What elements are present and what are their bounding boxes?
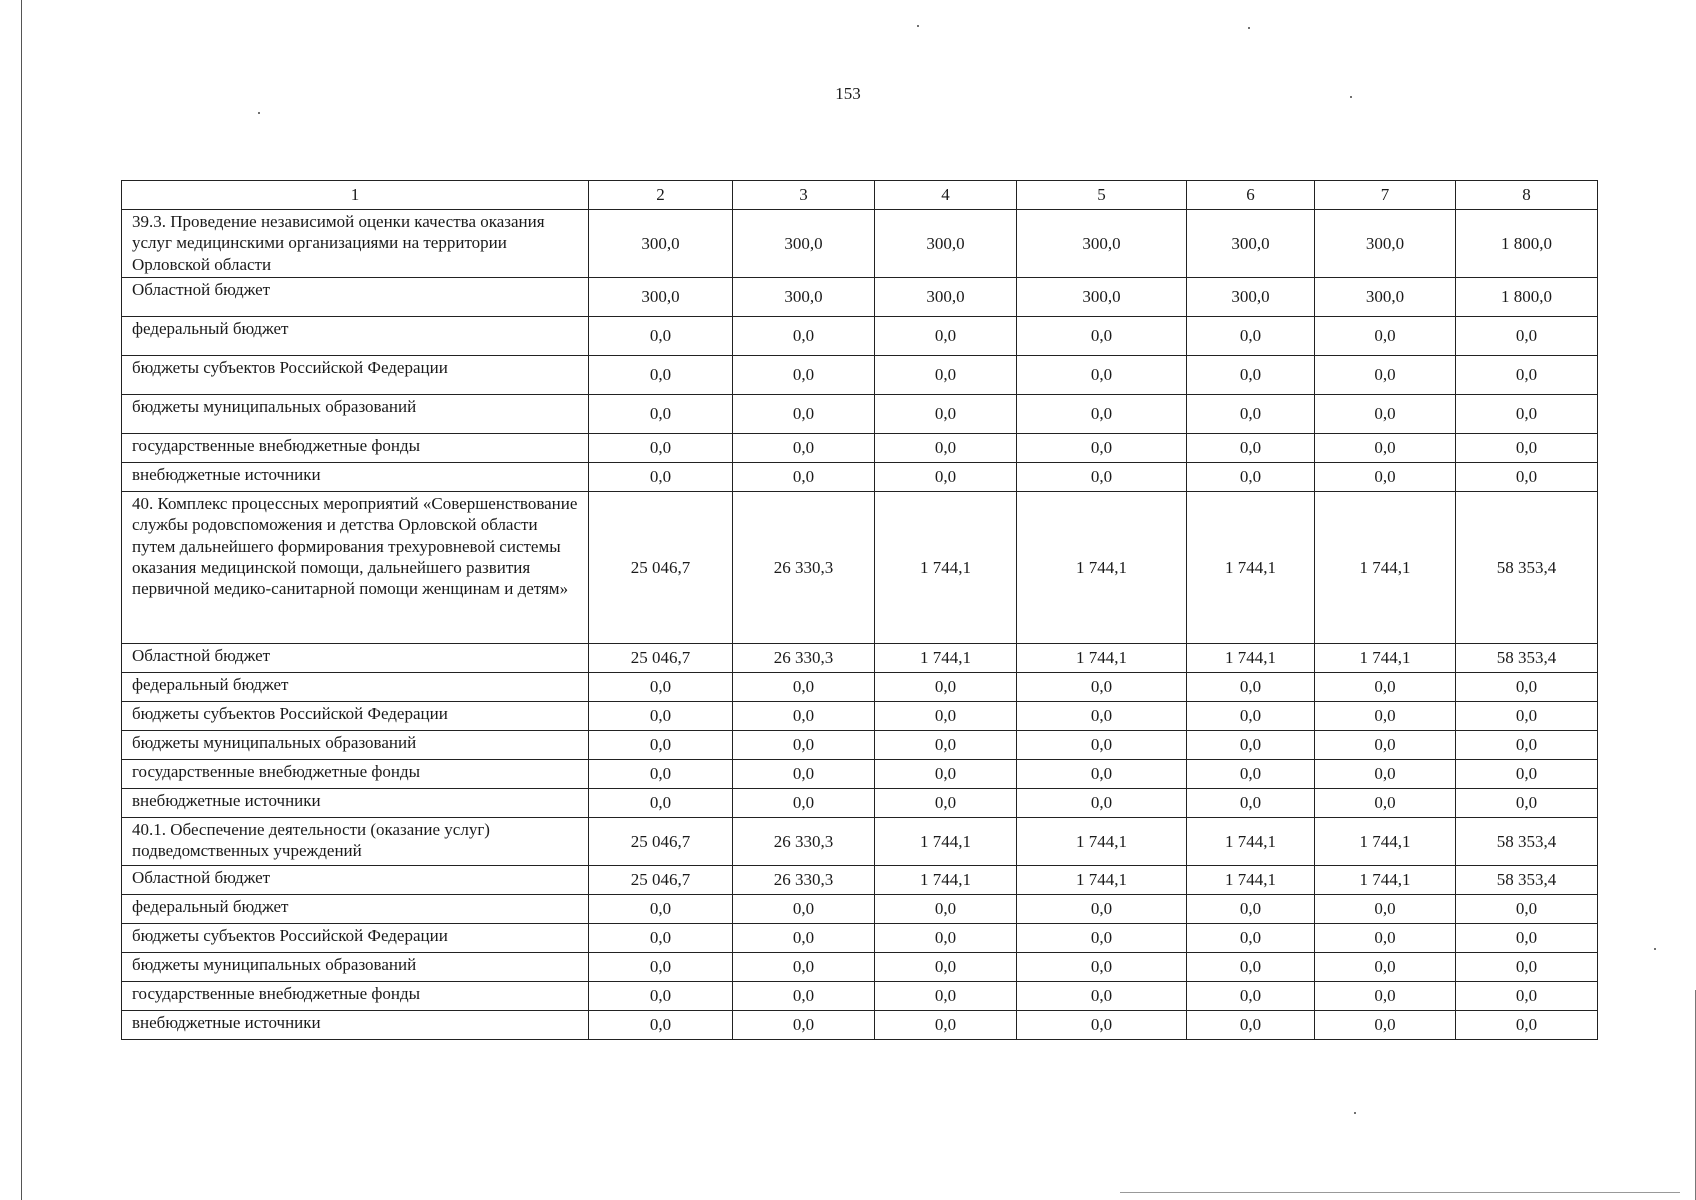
value-cell: 58 353,4	[1456, 818, 1598, 866]
header-cell: 1	[122, 181, 589, 210]
value-cell: 0,0	[733, 673, 875, 702]
scan-bottom-edge	[1120, 1192, 1680, 1193]
row-label: Областной бюджет	[122, 278, 589, 317]
value-cell: 300,0	[589, 278, 733, 317]
table-row	[122, 760, 1598, 789]
value-cell: 0,0	[1017, 731, 1187, 760]
header-cell: 8	[1456, 181, 1598, 210]
value-cell: 300,0	[1187, 278, 1315, 317]
value-cell: 0,0	[589, 953, 733, 982]
value-cell: 0,0	[1187, 924, 1315, 953]
table-row	[122, 356, 1598, 395]
value-cell: 0,0	[733, 395, 875, 434]
value-cell: 0,0	[1315, 760, 1456, 789]
value-cell: 0,0	[1315, 731, 1456, 760]
header-cell: 4	[875, 181, 1017, 210]
value-cell: 0,0	[1456, 953, 1598, 982]
row-label: федеральный бюджет	[122, 895, 589, 924]
value-cell: 0,0	[1315, 356, 1456, 395]
value-cell: 1 744,1	[1187, 644, 1315, 673]
value-cell: 0,0	[1017, 434, 1187, 463]
table-row	[122, 492, 1598, 644]
value-cell: 0,0	[1315, 953, 1456, 982]
table-row	[122, 644, 1598, 673]
header-cell: 3	[733, 181, 875, 210]
value-cell: 300,0	[875, 210, 1017, 278]
value-cell: 300,0	[1017, 210, 1187, 278]
value-cell: 0,0	[1017, 982, 1187, 1011]
row-label: 40. Комплекс процессных мероприятий «Совершенствование службы родовспоможения и детства Орловской области путем дальнейшего формирования трехуровневой системы оказания медицинской помощи, дальнейшего развития первичной медико-санитарной помощи женщинам и детям»	[122, 492, 589, 644]
table-row	[122, 866, 1598, 895]
value-cell: 1 744,1	[875, 492, 1017, 644]
value-cell: 1 744,1	[875, 818, 1017, 866]
value-cell: 0,0	[1456, 924, 1598, 953]
table-row	[122, 673, 1598, 702]
value-cell: 0,0	[1017, 702, 1187, 731]
value-cell: 300,0	[1315, 278, 1456, 317]
value-cell: 300,0	[589, 210, 733, 278]
value-cell: 0,0	[1315, 395, 1456, 434]
table-row	[122, 702, 1598, 731]
page-number: 153	[835, 84, 861, 103]
value-cell: 25 046,7	[589, 492, 733, 644]
table-row	[122, 895, 1598, 924]
value-cell: 300,0	[875, 278, 1017, 317]
value-cell: 0,0	[1017, 317, 1187, 356]
value-cell: 0,0	[1456, 356, 1598, 395]
value-cell: 0,0	[1017, 673, 1187, 702]
value-cell: 0,0	[1017, 1011, 1187, 1040]
value-cell: 0,0	[589, 702, 733, 731]
row-label: бюджеты муниципальных образований	[122, 395, 589, 434]
value-cell: 0,0	[1456, 463, 1598, 492]
value-cell: 0,0	[1315, 1011, 1456, 1040]
table-row	[122, 1011, 1598, 1040]
value-cell: 0,0	[733, 953, 875, 982]
value-cell: 0,0	[1187, 789, 1315, 818]
value-cell: 0,0	[1315, 789, 1456, 818]
row-label: Областной бюджет	[122, 866, 589, 895]
scan-speck	[1354, 1112, 1356, 1114]
value-cell: 0,0	[1187, 731, 1315, 760]
value-cell: 0,0	[1456, 673, 1598, 702]
value-cell: 0,0	[875, 702, 1017, 731]
value-cell: 0,0	[875, 356, 1017, 395]
value-cell: 1 744,1	[1187, 492, 1315, 644]
value-cell: 0,0	[589, 463, 733, 492]
value-cell: 0,0	[589, 317, 733, 356]
row-label: бюджеты субъектов Российской Федерации	[122, 924, 589, 953]
value-cell: 0,0	[875, 731, 1017, 760]
table-row	[122, 818, 1598, 866]
value-cell: 0,0	[1187, 434, 1315, 463]
table-row	[122, 953, 1598, 982]
value-cell: 1 800,0	[1456, 278, 1598, 317]
table-row	[122, 434, 1598, 463]
value-cell: 1 744,1	[875, 866, 1017, 895]
row-label: бюджеты субъектов Российской Федерации	[122, 702, 589, 731]
value-cell: 1 744,1	[1315, 866, 1456, 895]
table-row	[122, 210, 1598, 278]
header-cell: 5	[1017, 181, 1187, 210]
value-cell: 0,0	[1017, 953, 1187, 982]
value-cell: 0,0	[1017, 463, 1187, 492]
value-cell: 0,0	[733, 924, 875, 953]
row-label: федеральный бюджет	[122, 317, 589, 356]
value-cell: 1 744,1	[1017, 644, 1187, 673]
value-cell: 0,0	[1017, 895, 1187, 924]
value-cell: 0,0	[1017, 395, 1187, 434]
value-cell: 0,0	[589, 356, 733, 395]
value-cell: 0,0	[1017, 760, 1187, 789]
value-cell: 0,0	[733, 1011, 875, 1040]
value-cell: 0,0	[1315, 317, 1456, 356]
value-cell: 0,0	[1315, 463, 1456, 492]
value-cell: 1 744,1	[1315, 818, 1456, 866]
value-cell: 0,0	[1187, 317, 1315, 356]
value-cell: 0,0	[1017, 356, 1187, 395]
value-cell: 0,0	[875, 760, 1017, 789]
value-cell: 58 353,4	[1456, 644, 1598, 673]
value-cell: 0,0	[1187, 953, 1315, 982]
table-row	[122, 731, 1598, 760]
row-label: государственные внебюджетные фонды	[122, 434, 589, 463]
value-cell: 0,0	[875, 924, 1017, 953]
scan-page-edge-left	[21, 0, 22, 1200]
value-cell: 0,0	[1017, 924, 1187, 953]
value-cell: 0,0	[733, 356, 875, 395]
scan-speck	[917, 25, 919, 27]
value-cell: 0,0	[1187, 356, 1315, 395]
value-cell: 0,0	[733, 789, 875, 818]
value-cell: 0,0	[733, 434, 875, 463]
value-cell: 26 330,3	[733, 492, 875, 644]
value-cell: 0,0	[733, 760, 875, 789]
value-cell: 25 046,7	[589, 866, 733, 895]
value-cell: 0,0	[733, 317, 875, 356]
value-cell: 1 744,1	[875, 644, 1017, 673]
value-cell: 0,0	[589, 789, 733, 818]
budget-table	[121, 180, 1598, 1040]
value-cell: 0,0	[589, 760, 733, 789]
row-label: внебюджетные источники	[122, 463, 589, 492]
row-label: бюджеты субъектов Российской Федерации	[122, 356, 589, 395]
value-cell: 0,0	[733, 731, 875, 760]
table-header-row	[122, 181, 1598, 210]
value-cell: 0,0	[589, 924, 733, 953]
value-cell: 0,0	[1187, 463, 1315, 492]
value-cell: 25 046,7	[589, 818, 733, 866]
value-cell: 0,0	[1456, 1011, 1598, 1040]
value-cell: 0,0	[1187, 702, 1315, 731]
scan-speck	[258, 112, 260, 114]
value-cell: 0,0	[589, 434, 733, 463]
value-cell: 0,0	[589, 982, 733, 1011]
value-cell: 1 800,0	[1456, 210, 1598, 278]
value-cell: 26 330,3	[733, 644, 875, 673]
value-cell: 0,0	[875, 395, 1017, 434]
value-cell: 0,0	[733, 982, 875, 1011]
value-cell: 0,0	[875, 982, 1017, 1011]
value-cell: 25 046,7	[589, 644, 733, 673]
row-label: внебюджетные источники	[122, 1011, 589, 1040]
value-cell: 0,0	[1187, 673, 1315, 702]
value-cell: 0,0	[733, 463, 875, 492]
value-cell: 0,0	[875, 673, 1017, 702]
value-cell: 0,0	[875, 953, 1017, 982]
value-cell: 0,0	[733, 895, 875, 924]
row-label: государственные внебюджетные фонды	[122, 760, 589, 789]
table-row	[122, 395, 1598, 434]
value-cell: 0,0	[1456, 702, 1598, 731]
row-label: Областной бюджет	[122, 644, 589, 673]
value-cell: 1 744,1	[1315, 644, 1456, 673]
scan-speck	[1248, 27, 1250, 29]
row-label: 40.1. Обеспечение деятельности (оказание услуг) подведомственных учреждений	[122, 818, 589, 866]
value-cell: 300,0	[733, 210, 875, 278]
value-cell: 0,0	[875, 789, 1017, 818]
value-cell: 0,0	[1456, 395, 1598, 434]
header-cell: 2	[589, 181, 733, 210]
value-cell: 58 353,4	[1456, 866, 1598, 895]
value-cell: 0,0	[1315, 982, 1456, 1011]
header-cell: 6	[1187, 181, 1315, 210]
value-cell: 1 744,1	[1017, 866, 1187, 895]
row-label: бюджеты муниципальных образований	[122, 731, 589, 760]
value-cell: 0,0	[1315, 895, 1456, 924]
value-cell: 300,0	[1017, 278, 1187, 317]
value-cell: 1 744,1	[1315, 492, 1456, 644]
value-cell: 0,0	[1456, 789, 1598, 818]
value-cell: 0,0	[1187, 760, 1315, 789]
table-body	[122, 181, 1598, 1040]
table-row	[122, 463, 1598, 492]
value-cell: 0,0	[875, 1011, 1017, 1040]
value-cell: 0,0	[1187, 395, 1315, 434]
value-cell: 0,0	[1456, 895, 1598, 924]
value-cell: 0,0	[1017, 789, 1187, 818]
value-cell: 0,0	[1315, 702, 1456, 731]
value-cell: 1 744,1	[1187, 818, 1315, 866]
value-cell: 0,0	[875, 895, 1017, 924]
row-label: бюджеты муниципальных образований	[122, 953, 589, 982]
value-cell: 0,0	[589, 395, 733, 434]
value-cell: 0,0	[1315, 924, 1456, 953]
table-row	[122, 317, 1598, 356]
value-cell: 300,0	[1187, 210, 1315, 278]
value-cell: 0,0	[589, 1011, 733, 1040]
value-cell: 1 744,1	[1017, 818, 1187, 866]
table-row	[122, 924, 1598, 953]
value-cell: 58 353,4	[1456, 492, 1598, 644]
value-cell: 0,0	[875, 317, 1017, 356]
value-cell: 0,0	[589, 895, 733, 924]
value-cell: 0,0	[1456, 434, 1598, 463]
value-cell: 0,0	[1456, 317, 1598, 356]
value-cell: 0,0	[589, 731, 733, 760]
value-cell: 26 330,3	[733, 866, 875, 895]
row-label: государственные внебюджетные фонды	[122, 982, 589, 1011]
value-cell: 0,0	[1187, 1011, 1315, 1040]
value-cell: 26 330,3	[733, 818, 875, 866]
value-cell: 300,0	[733, 278, 875, 317]
table-row	[122, 982, 1598, 1011]
value-cell: 1 744,1	[1017, 492, 1187, 644]
row-label: федеральный бюджет	[122, 673, 589, 702]
value-cell: 0,0	[1315, 673, 1456, 702]
value-cell: 0,0	[1187, 895, 1315, 924]
value-cell: 0,0	[1315, 434, 1456, 463]
value-cell: 0,0	[875, 463, 1017, 492]
row-label: внебюджетные источники	[122, 789, 589, 818]
value-cell: 0,0	[1187, 982, 1315, 1011]
header-cell: 7	[1315, 181, 1456, 210]
table-row	[122, 789, 1598, 818]
value-cell: 300,0	[1315, 210, 1456, 278]
value-cell: 0,0	[1456, 731, 1598, 760]
value-cell: 0,0	[875, 434, 1017, 463]
value-cell: 0,0	[589, 673, 733, 702]
scan-speck	[1654, 948, 1656, 950]
value-cell: 1 744,1	[1187, 866, 1315, 895]
value-cell: 0,0	[733, 702, 875, 731]
value-cell: 0,0	[1456, 982, 1598, 1011]
value-cell: 0,0	[1456, 760, 1598, 789]
row-label: 39.3. Проведение независимой оценки качества оказания услуг медицинскими организациями на территории Орловской области	[122, 210, 589, 278]
table-row	[122, 278, 1598, 317]
